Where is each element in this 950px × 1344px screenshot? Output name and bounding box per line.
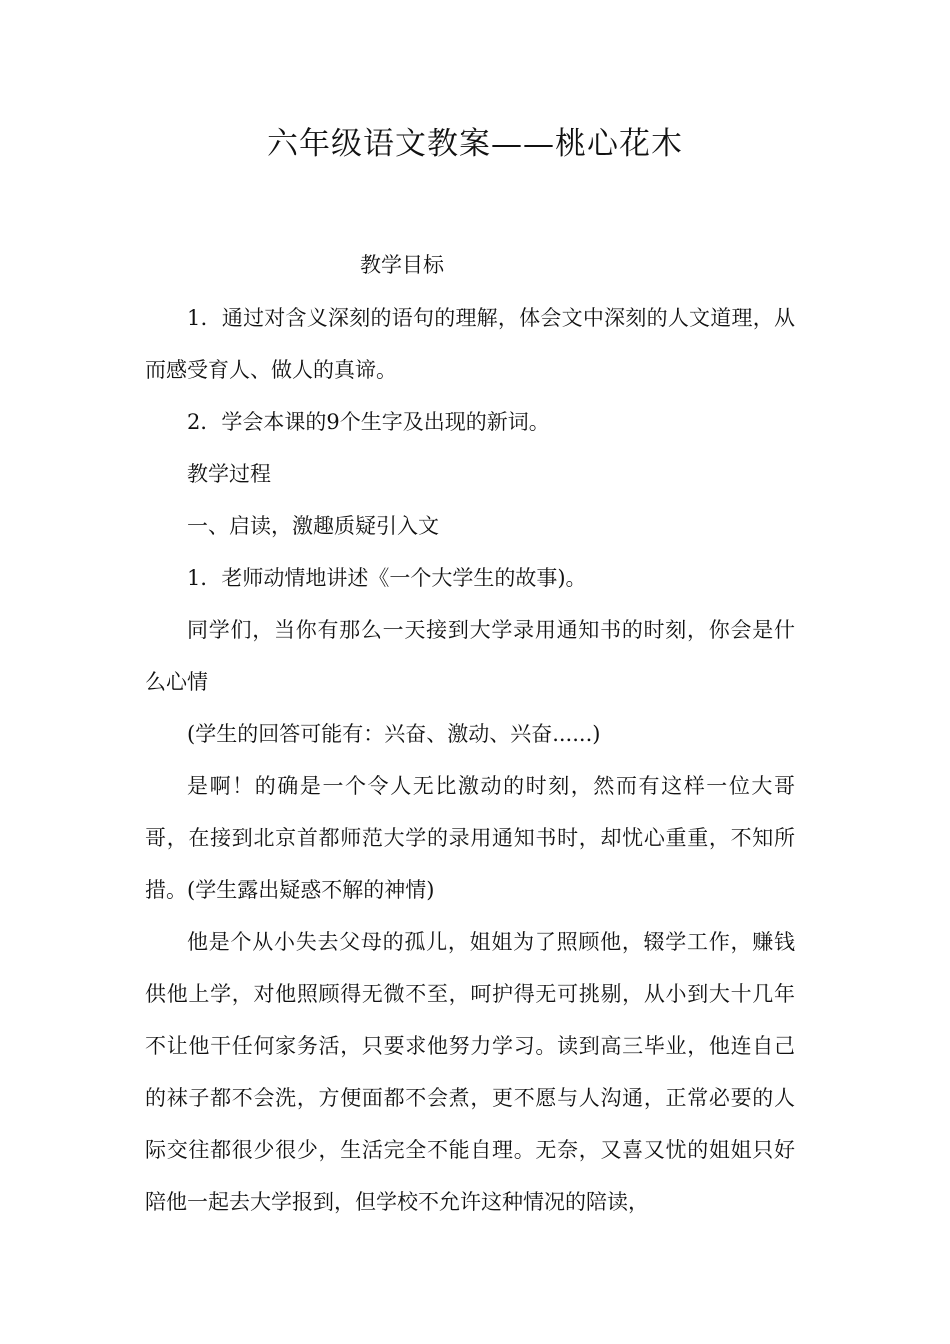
paragraph-story-body: 他是个从小失去父母的孤儿，姐姐为了照顾他，辍学工作，赚钱供他上学，对他照顾得无微不至，呵护得无可挑剔，从小到大十几年不让他干任何家务活，只要求他努力学习。读到高三毕业，他连自己的袜子都不会洗，方便面都不会煮，更不愿与人沟通，正常必要的人际交往都很少很少，生活完全不能自理。无奈，又喜又忧的姐姐只好陪他一起去大学报到，但学校不允许这种情况的陪读， — [145, 930, 795, 1214]
paragraph-objective-1: 1．通过对含义深刻的语句的理解，体会文中深刻的人文道理，从而感受育人、做人的真谛。 — [145, 306, 795, 382]
paragraph-story-intro: 是啊！的确是一个令人无比激动的时刻，然而有这样一位大哥哥，在接到北京首都师范大学的录用通知书时，却忧心重重，不知所措。(学生露出疑惑不解的神情) — [145, 774, 795, 902]
document-title: 六年级语文教案——桃心花木 — [267, 126, 683, 162]
paragraph-step-1: 1．老师动情地讲述《一个大学生的故事)。 — [187, 566, 587, 590]
section-heading-objectives: 教学目标 — [360, 253, 444, 277]
paragraph-question: 同学们，当你有那么一天接到大学录用通知书的时刻，你会是什么心情 — [145, 618, 795, 694]
document-body — [145, 292, 795, 1228]
paragraph-objective-2: 2．学会本课的9个生字及出现的新词。 — [187, 410, 550, 434]
paragraph-process-heading: 教学过程 — [187, 462, 271, 486]
paragraph-student-answers: (学生的回答可能有：兴奋、激动、兴奋......) — [187, 722, 601, 746]
paragraph-step-heading: 一、启读，激趣质疑引入文 — [187, 514, 439, 538]
